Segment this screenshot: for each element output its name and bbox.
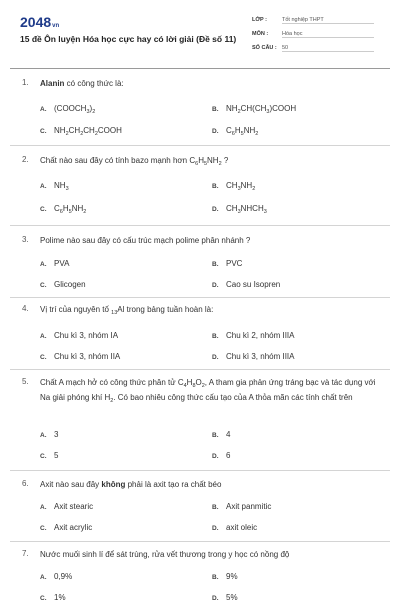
question-text-start: Axit nào sau đây — [40, 480, 102, 489]
option-letter: B. — [212, 106, 219, 113]
option-6d[interactable] — [212, 523, 257, 532]
option-letter: C. — [40, 206, 47, 213]
option-text: Axit stearic — [54, 502, 94, 511]
option-letter: D. — [212, 525, 219, 532]
option-text: 9% — [226, 572, 238, 581]
option-letter: A. — [40, 504, 47, 511]
option-text: 3 — [54, 430, 59, 439]
meta-subject — [252, 31, 382, 38]
option-1a[interactable] — [40, 104, 95, 115]
option-4d[interactable] — [212, 352, 294, 361]
option-letter: B. — [212, 183, 219, 190]
option-letter: D. — [212, 206, 219, 213]
option-text: $NH_2CH(CH_3)COOH$ — [226, 104, 297, 115]
option-letter: D. — [212, 595, 219, 602]
option-text: 5 — [54, 451, 59, 460]
option-letter: B. — [212, 504, 219, 511]
question-number: 5. — [22, 377, 29, 386]
question-text: Nước muối sinh lí để sát trùng, rửa vết thương trong y học có nồng độ — [40, 550, 290, 559]
option-letter: D. — [212, 128, 219, 135]
option-text: 4 — [226, 430, 231, 439]
question-divider — [10, 225, 390, 226]
option-text: 6 — [226, 451, 231, 460]
logo-suffix: vn — [52, 23, 60, 29]
question-number: 4. — [22, 304, 29, 313]
option-5a[interactable] — [40, 430, 58, 439]
question-text: Chất A mạch hở có công thức phân tử $C_4H_8O_2$, A tham gia phản ứng tráng bạc và tác dụng với Na giải phóng khí $H_2$. Có bao nhiêu công thức cấu tạo của A thỏa mãn các tính chất trên — [40, 378, 376, 404]
option-4c[interactable] — [40, 352, 120, 361]
option-2d[interactable] — [212, 204, 267, 215]
option-text: Glicogen — [54, 280, 86, 289]
option-letter: A. — [40, 333, 47, 340]
option-5b[interactable] — [212, 430, 230, 439]
meta-subject-label: MÔN : — [252, 31, 269, 37]
option-letter: D. — [212, 453, 219, 460]
option-letter: A. — [40, 574, 47, 581]
option-letter: C. — [40, 453, 47, 460]
option-letter: B. — [212, 261, 219, 268]
question-text: Polime nào sau đây có cấu trúc mạch polime phân nhánh ? — [40, 236, 251, 245]
option-letter: B. — [212, 432, 219, 439]
option-text: Chu kì 3, nhóm IIA — [54, 352, 121, 361]
option-text: Axit acrylic — [54, 523, 93, 532]
option-4b[interactable] — [212, 331, 294, 340]
option-1b[interactable] — [212, 104, 296, 115]
option-text: PVC — [226, 259, 243, 268]
option-letter: A. — [40, 432, 47, 439]
option-4a[interactable] — [40, 331, 118, 340]
option-6c[interactable] — [40, 523, 92, 532]
meta-count-value: 50 — [282, 45, 374, 52]
option-3d[interactable] — [212, 280, 280, 289]
option-text: Axit panmitic — [226, 502, 272, 511]
question-text — [40, 479, 380, 491]
question-keyword: không — [101, 480, 126, 489]
logo-text: 2048 — [20, 14, 52, 30]
question-number: 7. — [22, 549, 29, 558]
option-letter: C. — [40, 595, 47, 602]
option-text: $(COOCH_3)_2$ — [54, 104, 96, 115]
option-2a[interactable] — [40, 181, 69, 192]
question-text: Chất nào sau đây có tính bazo mạnh hơn $C_6H_5NH_2$ ? — [40, 156, 229, 167]
option-letter: A. — [40, 106, 47, 113]
question-number: 2. — [22, 155, 29, 164]
option-letter: C. — [40, 525, 47, 532]
option-text: $C_6H_5NH_2$ — [54, 204, 87, 215]
option-letter: C. — [40, 354, 47, 361]
question-text — [40, 78, 380, 90]
question-number: 3. — [22, 235, 29, 244]
meta-class-value: Tốt nghiệp THPT — [282, 17, 374, 24]
option-letter: C. — [40, 128, 47, 135]
option-6b[interactable] — [212, 502, 271, 511]
option-1c[interactable] — [40, 126, 122, 137]
option-letter: D. — [212, 282, 219, 289]
option-5d[interactable] — [212, 451, 230, 460]
meta-count — [252, 45, 382, 52]
option-text: PVA — [54, 259, 70, 268]
option-3b[interactable] — [212, 259, 242, 268]
question-divider — [10, 470, 390, 471]
header-divider — [10, 68, 390, 69]
meta-class — [252, 17, 382, 24]
option-letter: A. — [40, 261, 47, 268]
question-number: 1. — [22, 78, 29, 87]
option-3c[interactable] — [40, 280, 86, 289]
question-keyword: Alanin — [40, 79, 65, 88]
question-divider — [10, 297, 390, 298]
option-5c[interactable] — [40, 451, 58, 460]
option-letter: C. — [40, 282, 47, 289]
question-text: Vị trí của nguyên tố $_{13}$Al trong bảng tuần hoàn là: — [40, 305, 214, 316]
option-text: axit oleic — [226, 523, 258, 532]
option-3a[interactable] — [40, 259, 69, 268]
option-letter: A. — [40, 183, 47, 190]
question-divider — [10, 369, 390, 370]
option-6a[interactable] — [40, 502, 93, 511]
option-text: 1% — [54, 593, 66, 602]
option-2c[interactable] — [40, 204, 86, 215]
option-text: Cao su Isopren — [226, 280, 281, 289]
option-text: $C_6H_5NH_2$ — [226, 126, 259, 137]
option-text: 0,9% — [54, 572, 73, 581]
document-header — [0, 0, 400, 70]
option-text: $CH_3NHCH_3$ — [226, 204, 267, 215]
option-2b[interactable] — [212, 181, 255, 192]
document-title: 15 đề Ôn luyện Hóa học cực hay có lời giải (Đề số 11) — [20, 34, 237, 44]
meta-count-label: SỐ CÂU : — [252, 45, 277, 51]
option-7c[interactable] — [40, 593, 66, 602]
option-text: $NH_2CH_2CH_2COOH$ — [54, 126, 122, 137]
question-divider — [10, 145, 390, 146]
site-logo[interactable] — [20, 14, 59, 30]
option-text: Chu kì 2, nhóm IIIA — [226, 331, 295, 340]
question-text-rest: phải là axit tạo ra chất béo — [125, 480, 222, 489]
option-text: $CH_3NH_2$ — [226, 181, 256, 192]
option-letter: B. — [212, 574, 219, 581]
meta-subject-value: Hóa học — [282, 31, 374, 38]
question-text-rest: có công thức là: — [64, 79, 124, 88]
question-divider — [10, 541, 390, 542]
option-7b[interactable] — [212, 572, 238, 581]
option-7d[interactable] — [212, 593, 238, 602]
option-letter: B. — [212, 333, 219, 340]
option-1d[interactable] — [212, 126, 258, 137]
option-7a[interactable] — [40, 572, 72, 581]
option-text: Chu kì 3, nhóm IIIA — [226, 352, 295, 361]
option-text: $NH_3$ — [54, 181, 69, 192]
meta-class-label: LỚP : — [252, 17, 267, 23]
option-text: Chu kì 3, nhóm IA — [54, 331, 119, 340]
option-text: 5% — [226, 593, 238, 602]
question-number: 6. — [22, 479, 29, 488]
option-letter: D. — [212, 354, 219, 361]
